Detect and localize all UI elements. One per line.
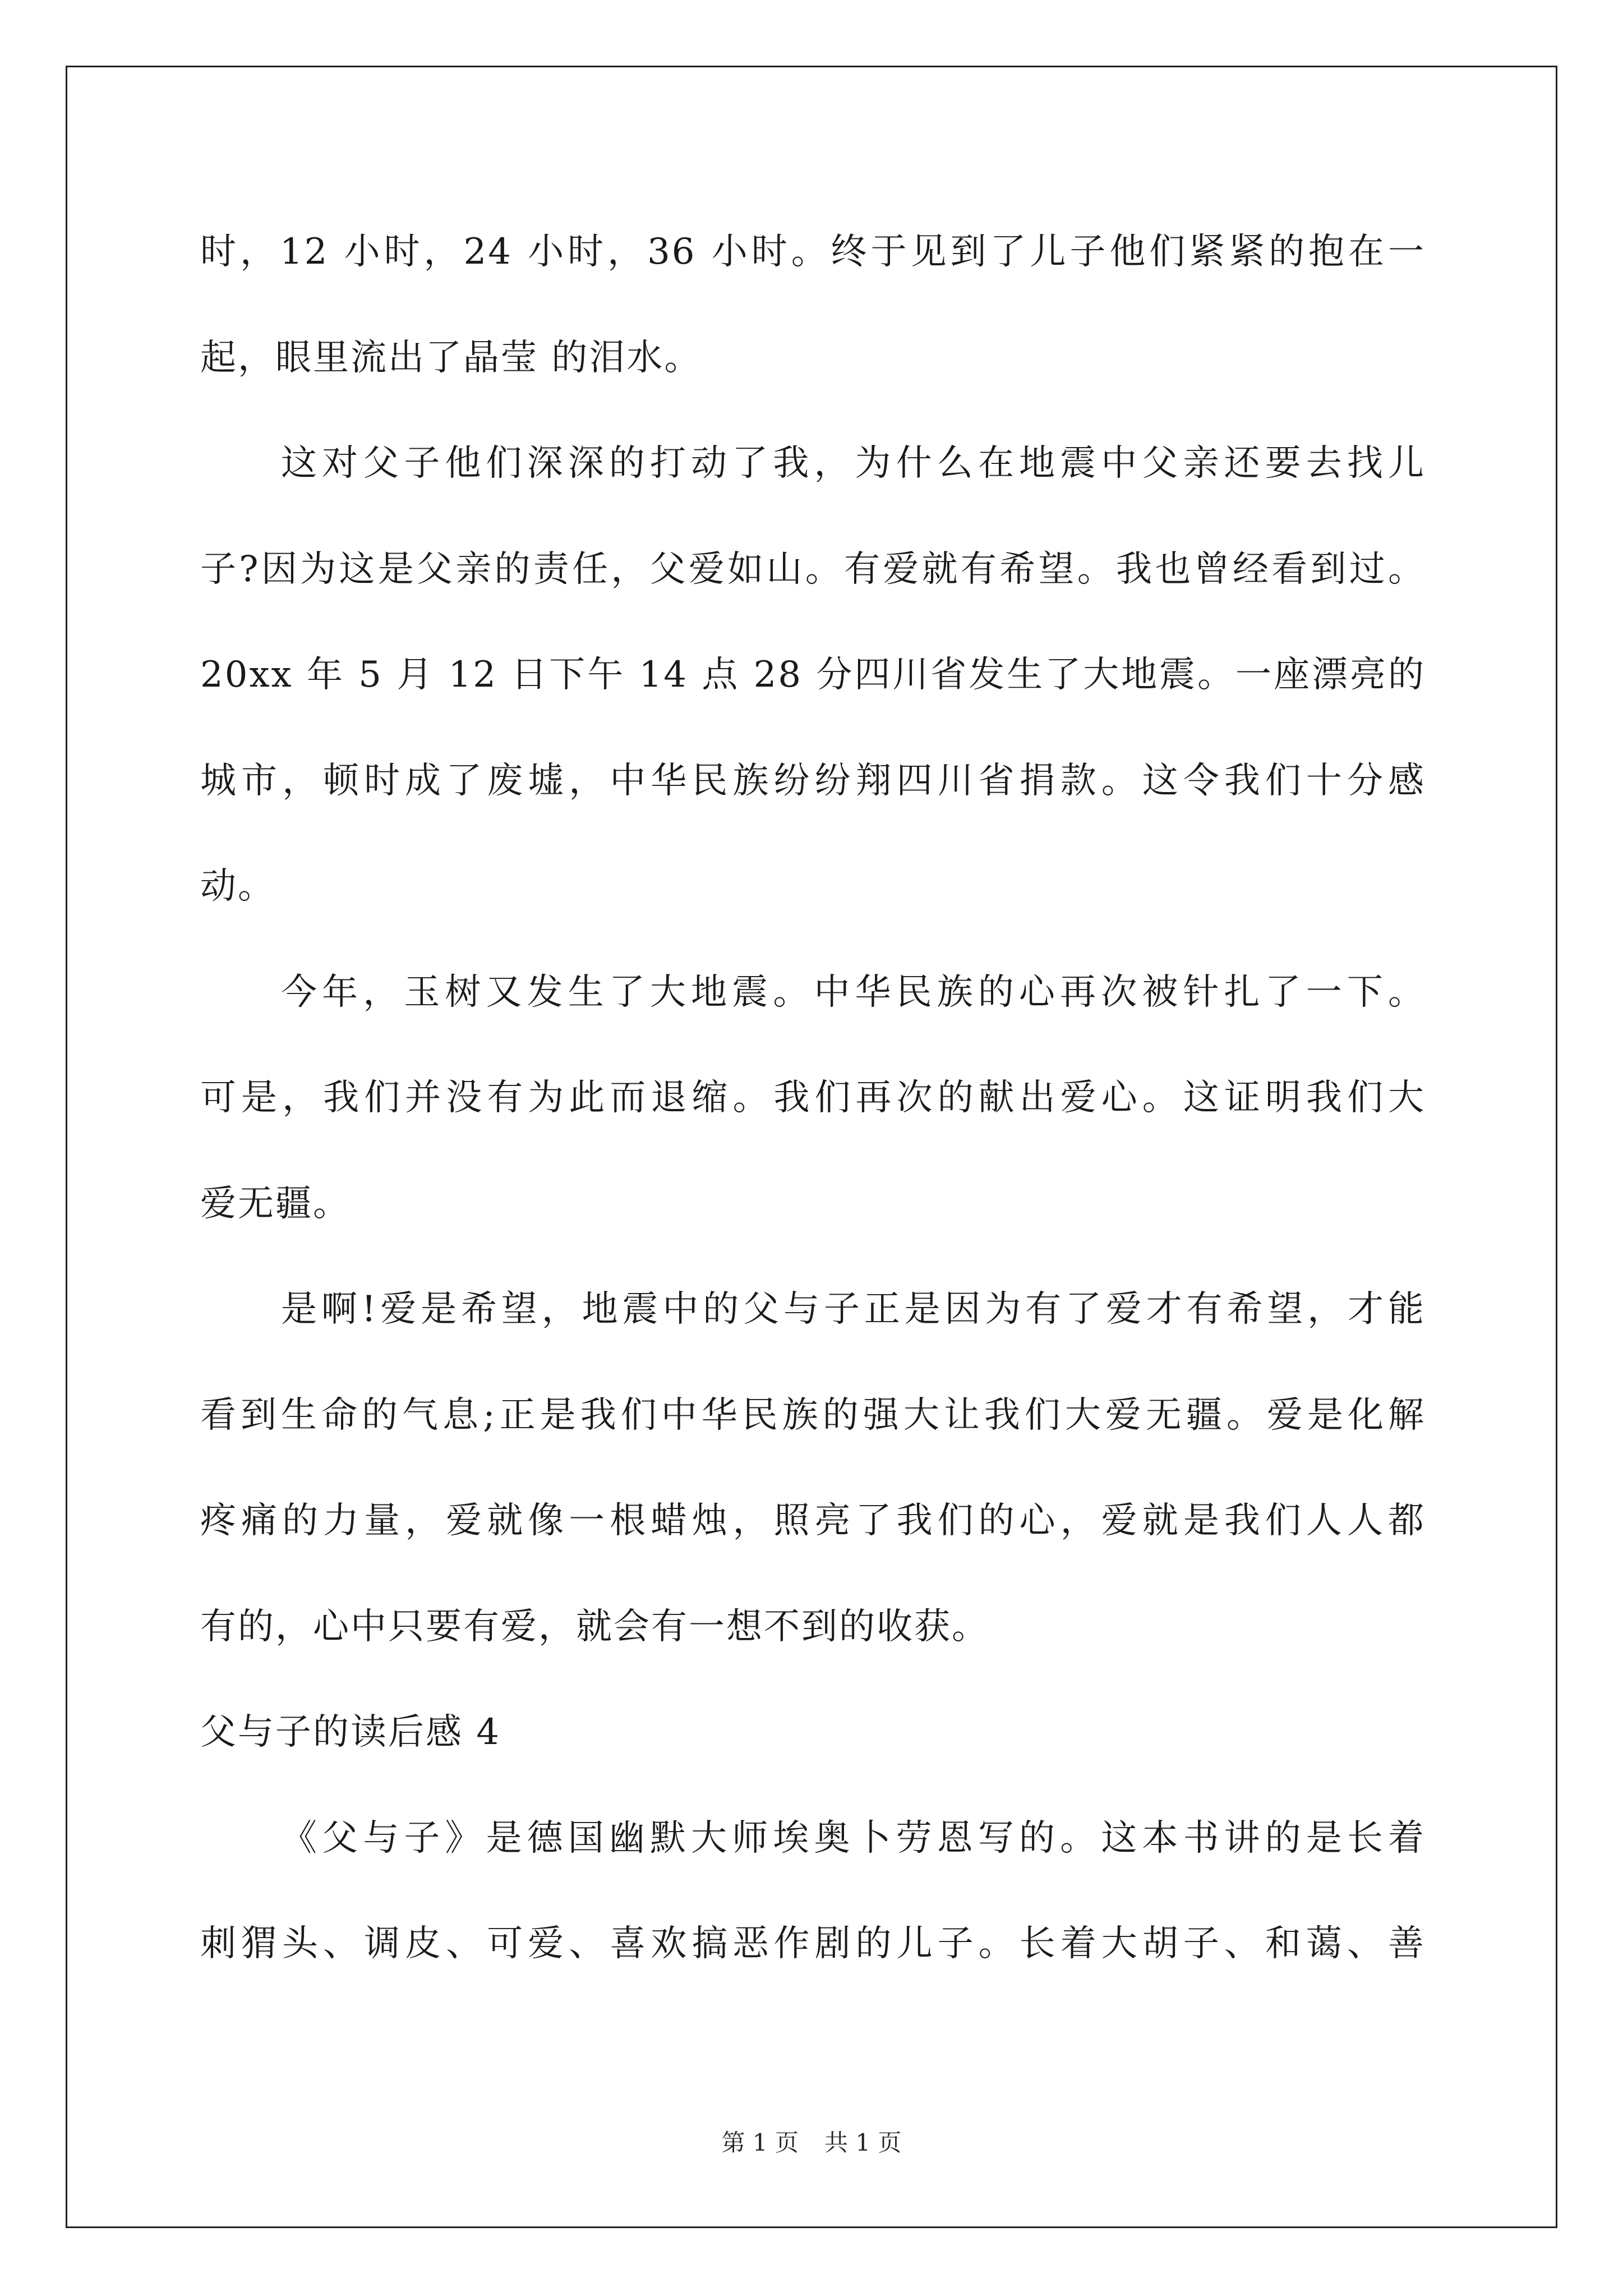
text-line: 时，12 小时，24 小时，36 小时。终于见到了儿子他们紧紧的抱在一	[200, 231, 1426, 273]
text-line: 子?因为这是父亲的责任，父爱如山。有爱就有希望。我也曾经看到过。	[200, 548, 1426, 590]
text-line: 可是，我们并没有为此而退缩。我们再次的献出爱心。这证明我们大	[200, 1077, 1426, 1119]
paragraph-start: 是啊!爱是希望，地震中的父与子正是因为有了爱才有希望，才能	[281, 1289, 1426, 1330]
text-line: 刺猬头、调皮、可爱、喜欢搞恶作剧的儿子。长着大胡子、和蔼、善	[200, 1923, 1426, 1964]
page-footer	[0, 2126, 1623, 2160]
paragraph-start: 今年，玉树又发生了大地震。中华民族的心再次被针扎了一下。	[281, 971, 1426, 1013]
page-total: 共 1 页	[824, 2129, 902, 2156]
page-number: 第 1 页	[721, 2129, 799, 2156]
paragraph-start: 《父与子》是德国幽默大师埃奥卜劳恩写的。这本书讲的是长着	[281, 1817, 1426, 1859]
text-line: 有的，心中只要有爱，就会有一想不到的收获。	[200, 1605, 989, 1648]
text-line: 看到生命的气息;正是我们中华民族的强大让我们大爱无疆。爱是化解	[200, 1394, 1426, 1436]
text-line: 城市，顿时成了废墟，中华民族纷纷翔四川省捐款。这令我们十分感	[200, 760, 1426, 802]
text-line: 疼痛的力量，爱就像一根蜡烛，照亮了我们的心，爱就是我们人人都	[200, 1500, 1426, 1542]
section-heading: 父与子的读后感 4	[200, 1711, 501, 1753]
text-line: 20xx 年 5 月 12 日下午 14 点 28 分四川省发生了大地震。一座漂亮的	[200, 654, 1426, 696]
text-line: 起，眼里流出了晶莹 的泪水。	[200, 337, 702, 379]
paragraph-start: 这对父子他们深深的打动了我，为什么在地震中父亲还要去找儿	[281, 443, 1426, 484]
document-body	[200, 199, 1426, 1997]
text-line: 爱无疆。	[200, 1182, 351, 1225]
text-line: 动。	[200, 866, 275, 907]
